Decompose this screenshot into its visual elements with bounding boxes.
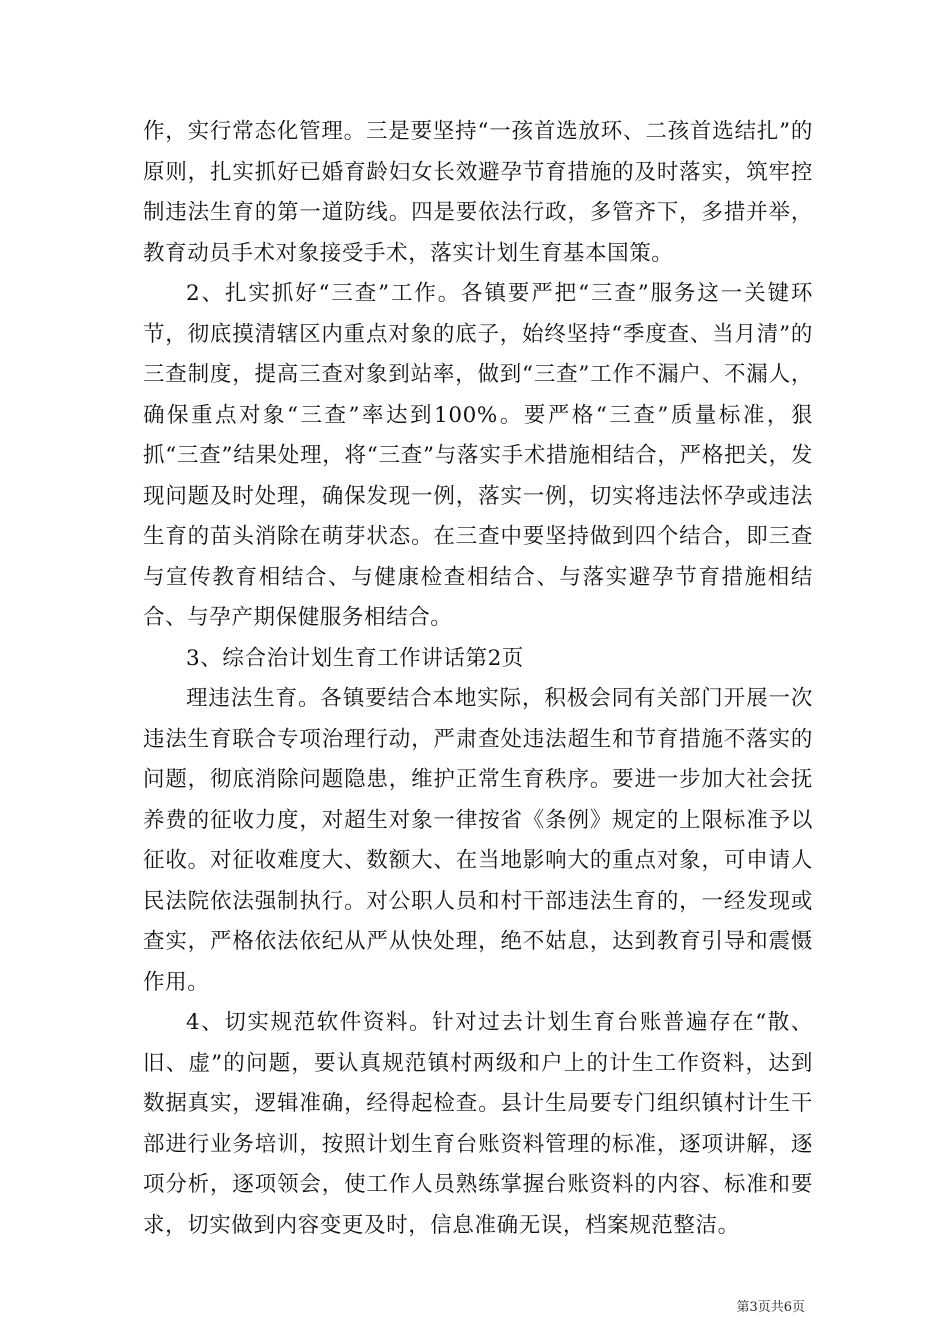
paragraph-page-reference: 3、综合治计划生育工作讲话第2页 <box>186 645 524 671</box>
page-number: 第3页共6页 <box>736 1300 805 1315</box>
paragraph-three-checks: 2、扎实抓好“三查”工作。各镇要严把“三查”服务这一关键环节，彻底摸清辖区内重点对象的底子，始终坚持“季度查、当月清”的三查制度，提高三查对象到站率，做到“三查”工作不漏户、不漏人，确保重点对象“三查”率达到100%。要严格“三查”质量标准，狠抓“三查”结果处理，将“三查”与落实手术措施相结合，严格把关，发现问题及时处理，确保发现一例，落实一例，切实将违法怀孕或违法生育的苗头消除在萌芽状态。在三查中要坚持做到四个结合，即三查与宣传教育相结合、与健康检查相结合、与落实避孕节育措施相结合、与孕产期保健服务相结合。 <box>143 281 813 630</box>
paragraph-illegal-birth-control: 理违法生育。各镇要结合本地实际，积极会同有关部门开展一次违法生育联合专项治理行动，严肃查处违法超生和节育措施不落实的问题，彻底消除问题隐患，维护正常生育秩序。要进一步加大社会抚养费的征收力度，对超生对象一律按省《条例》规定的上限标准予以征收。对征收难度大、数额大、在当地影响大的重点对象，可申请人民法院依法强制执行。对公职人员和村干部违法生育的，一经发现或查实，严格依法依纪从严从快处理，绝不姑息，达到教育引导和震慑作用。 <box>143 686 813 995</box>
paragraph-continuation: 作，实行常态化管理。三是要坚持“一孩首选放环、二孩首选结扎”的原则，扎实抓好已婚育龄妇女长效避孕节育措施的及时落实，筑牢控制违法生育的第一道防线。四是要依法行政，多管齐下，多措并举，教育动员手术对象接受手术，落实计划生育基本国策。 <box>143 119 813 266</box>
document-body <box>143 112 813 1246</box>
paragraph-software-records: 4、切实规范软件资料。针对过去计划生育台账普遍存在“散、旧、虚”的问题，要认真规范镇村两级和户上的计生工作资料，达到数据真实，逻辑准确，经得起检查。县计生局要专门组织镇村计生干部进行业务培训，按照计划生育台账资料管理的标准，逐项讲解，逐项分析，逐项领会，使工作人员熟练掌握台账资料的内容、标准和要求，切实做到内容变更及时，信息准确无误，档案规范整洁。 <box>143 1010 813 1238</box>
